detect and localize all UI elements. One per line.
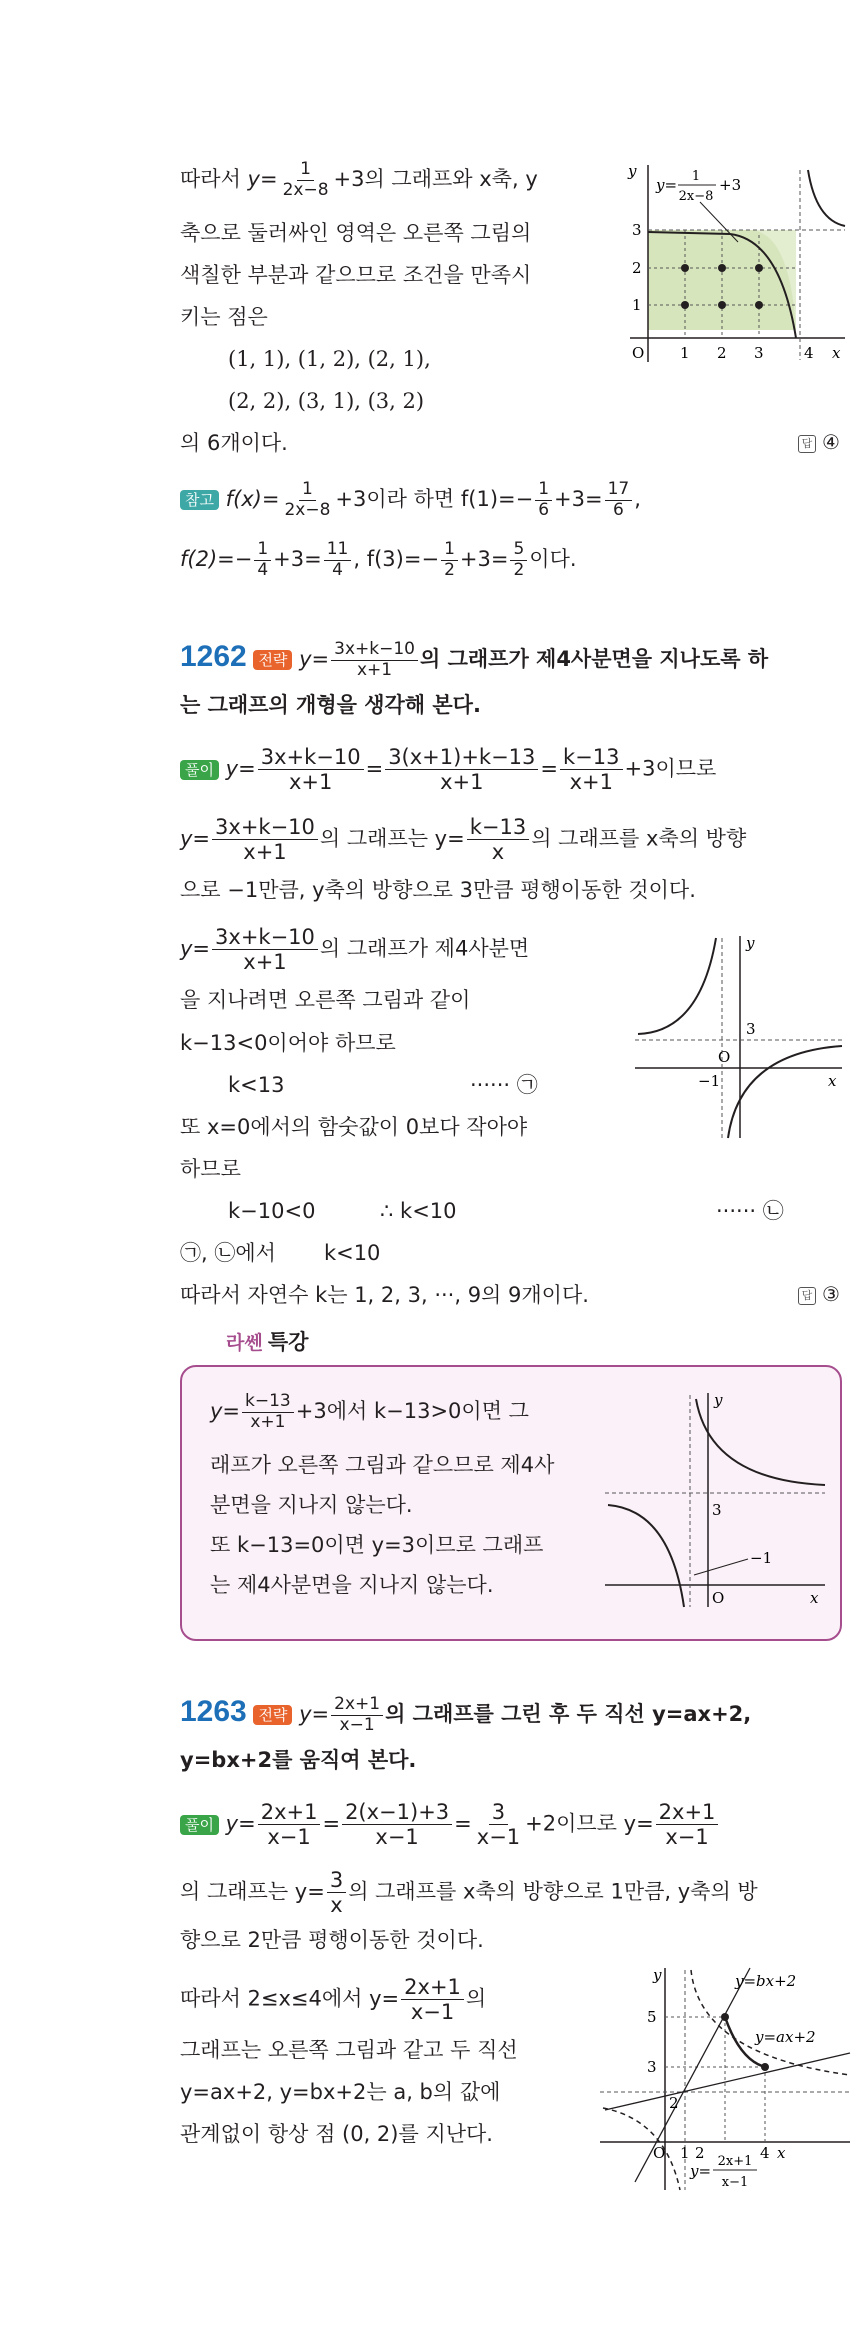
tick-1: 1 [632, 296, 642, 314]
p1262-conclusion: 따라서 자연수 k는 1, 2, 3, ···, 9의 9개이다. [180, 1283, 589, 1307]
p1262-sol-line3: 으로 −1만큼, y축의 방향으로 3만큼 평행이동한 것이다. [180, 878, 696, 902]
sec1-points-2: (2, 2), (3, 1), (3, 2) [228, 389, 425, 413]
sec1-graph [620, 160, 850, 370]
p1262-header: 1262 전략 y= $\frac{3x+k-10}{x+1}$ 의 그래프가 제4사분면을 지나도록 하 [180, 639, 769, 680]
tip-graph [600, 1385, 830, 1615]
curve-left [638, 938, 716, 1034]
graph-origin: O [718, 1048, 731, 1066]
graph-xlabel: x [810, 1589, 819, 1607]
graph-eq-den: 2x−8 [678, 189, 714, 204]
tick-x2: 2 [717, 344, 727, 362]
p1262-number: 1262 [180, 640, 247, 674]
tick-3: 3 [712, 1501, 722, 1519]
graph-eq-den: x−1 [721, 2175, 749, 2190]
ref-line1: 참고 f(x)= $\frac{1}{2x-8}$ +3이라 하면 f(1)=− $\frac{1}{6}$ +3= $\frac{17}{6}$ , [180, 480, 641, 520]
curve-right [808, 170, 845, 226]
p1262-graph [630, 928, 845, 1146]
tick-2: 2 [632, 259, 642, 277]
graph-ylabel: y [746, 934, 755, 952]
p1263-sol-line2: 의 그래프는 y= $\frac{3}{x}$ 의 그래프를 x축의 방향으로 1만큼, y축의 방 [180, 1868, 758, 1918]
p1262-header2: 는 그래프의 개형을 생각해 본다. [180, 693, 481, 717]
tick-x4: 4 [760, 2144, 770, 2162]
graph-eq-lhs: y= [690, 2162, 712, 2180]
curve-right [696, 1399, 825, 1485]
ref-line2: f(2)=− $\frac{1}{4}$ +3= $\frac{11}{4}$ , f(3)=− $\frac{1}{2}$ +3= $\frac{5}{2}$ 이다. [180, 539, 577, 580]
tick-x4: 4 [804, 344, 814, 362]
curve-left [608, 1505, 684, 1607]
graph-ylabel: y [653, 1966, 662, 1984]
p1262-ineq2-mark: ······ ㉡ [716, 1199, 784, 1223]
p1262-sol-line9: 하므로 [180, 1157, 241, 1181]
p1262-combine: ㉠, ㉡에서 k<10 [180, 1241, 381, 1265]
sec1-line1: 따라서 y= $\frac{1}{2x-8}$ +3의 그래프와 x축, y [180, 159, 538, 200]
tick-x1: 1 [680, 344, 690, 362]
tick-3: 3 [647, 2058, 657, 2076]
tick-3: 3 [746, 1020, 756, 1038]
tick-x3: 3 [754, 344, 764, 362]
graph-eq-rhs: +3 [719, 176, 742, 194]
p1262-sol-line2: y= $\frac{3x+k-10}{x+1}$ 의 그래프는 y= $\frac{k-13}{x}$ 의 그래프를 x축의 방향 [180, 815, 747, 865]
p1262-sol-line8: 또 x=0에서의 함숫값이 0보다 작아야 [180, 1115, 528, 1139]
tip-line5: 는 제4사분면을 지나지 않는다. [210, 1573, 494, 1597]
label-line-bx: y=bx+2 [735, 1972, 797, 1990]
tip-line1: y= $\frac{k-13}{x+1}$ +3에서 k−13>0이면 그 [210, 1391, 529, 1432]
sec1-line2: 축으로 둘러싸인 영역은 오른쪽 그림의 [180, 221, 532, 245]
p1263-graph [595, 1960, 860, 2195]
tip-heading [226, 1326, 308, 1356]
p1263-header2: y=bx+2를 움직여 본다. [180, 1748, 417, 1772]
p1263-solution-tag: 풀이 [180, 1815, 219, 1835]
tip-line3: 분면을 지나지 않는다. [210, 1493, 413, 1517]
p1262-strategy-tag: 전략 [253, 650, 292, 670]
line-ax [605, 2053, 850, 2110]
graph-origin: O [712, 1589, 725, 1607]
tip-leader [694, 1559, 748, 1575]
p1262-sol-line6: k−13<0이어야 하므로 [180, 1031, 396, 1055]
tip-line4: 또 k−13=0이면 y=3이므로 그래프 [210, 1533, 544, 1557]
graph-origin: O [653, 2144, 666, 2162]
graph-eq-num: 1 [691, 169, 701, 184]
answer-icon: 답 [798, 1287, 816, 1305]
p1262-ineq1-mark: ······ ㉠ [470, 1073, 538, 1097]
tip-line2: 래프가 오른쪽 그림과 같으므로 제4사 [210, 1453, 555, 1477]
graph-ylabel: y [628, 162, 637, 180]
sec1-line3: 색칠한 부분과 같으므로 조건을 만족시 [180, 263, 532, 287]
graph-xlabel: x [777, 2144, 786, 2162]
graph-eq-lhs: y= [656, 176, 678, 194]
tick-minus1: −1 [750, 1549, 773, 1567]
p1262-solution-tag: 풀이 [180, 760, 219, 780]
p1263-sol-line3: 향으로 2만큼 평행이동한 것이다. [180, 1928, 484, 1952]
label-line-ax: y=ax+2 [755, 2028, 816, 2046]
sec1-line7: 의 6개이다. [180, 431, 288, 455]
sec1-points-1: (1, 1), (1, 2), (2, 1), [228, 347, 431, 371]
p1262-answer: 답 ③ [798, 1282, 840, 1306]
tick-minus1: −1 [698, 1072, 721, 1090]
p1262-sol-line4: y= $\frac{3x+k-10}{x+1}$ 의 그래프가 제4사분면 [180, 925, 530, 975]
tick-x2: 2 [695, 2144, 705, 2162]
tick-x1: 1 [680, 2144, 690, 2162]
tick-3: 3 [632, 221, 642, 239]
p1263-sol-line1: 풀이 y= $\frac{2x+1}{x-1}$ = $\frac{2(x-1)+3}{x-1}$ = $\frac{3}{x-1}$ +2이므로 y= $\frac{2x+1}{x-1}$ [180, 1800, 720, 1849]
p1263-strategy-tag: 전략 [253, 1705, 292, 1725]
p1262-ineq2: k−10<0 [228, 1199, 316, 1223]
graph-xlabel: x [828, 1072, 837, 1090]
graph-eq-num: 2x+1 [717, 2154, 753, 2169]
p1263-sol-line7: 관계없이 항상 점 (0, 2)를 지난다. [180, 2122, 493, 2146]
p1262-ineq2-result: ∴ k<10 [380, 1199, 457, 1223]
graph-xlabel: x [832, 344, 841, 362]
p1263-header: 1263 전략 y= $\frac{2x+1}{x-1}$ 의 그래프를 그린 후 두 직선 y=ax+2, [180, 1694, 752, 1735]
tip-brand: 라쎈 [226, 1332, 263, 1354]
tip-title: 특강 [267, 1330, 309, 1354]
p1263-sol-line5: 그래프는 오른쪽 그림과 같고 두 직선 [180, 2038, 518, 2062]
sec1-answer: 답 ④ [798, 430, 840, 454]
answer-icon: 답 [798, 435, 816, 453]
p1262-sol-line5: 을 지나려면 오른쪽 그림과 같이 [180, 988, 471, 1012]
curve-right [728, 1046, 842, 1138]
point-2-5 [721, 2013, 729, 2021]
tick-5: 5 [647, 2008, 657, 2026]
p1263-number: 1263 [180, 1695, 247, 1729]
graph-origin: O [632, 344, 645, 362]
p1263-sol-line6: y=ax+2, y=bx+2는 a, b의 값에 [180, 2080, 501, 2104]
p1262-sol-line1: 풀이 y= $\frac{3x+k-10}{x+1}$ = $\frac{3(x+1)+k-13}{x+1}$ = $\frac{k-13}{x+1}$ +3이므로 [180, 745, 716, 794]
ref-tag: 참고 [180, 490, 219, 510]
sec1-line4: 키는 점은 [180, 305, 268, 329]
graph-ylabel: y [714, 1391, 723, 1409]
tick-2: 2 [669, 2094, 679, 2112]
p1263-sol-line4: 따라서 2≤x≤4에서 y= $\frac{2x+1}{x-1}$ 의 [180, 1975, 487, 2025]
point-4-3 [761, 2063, 769, 2071]
p1262-ineq1: k<13 [228, 1073, 285, 1097]
